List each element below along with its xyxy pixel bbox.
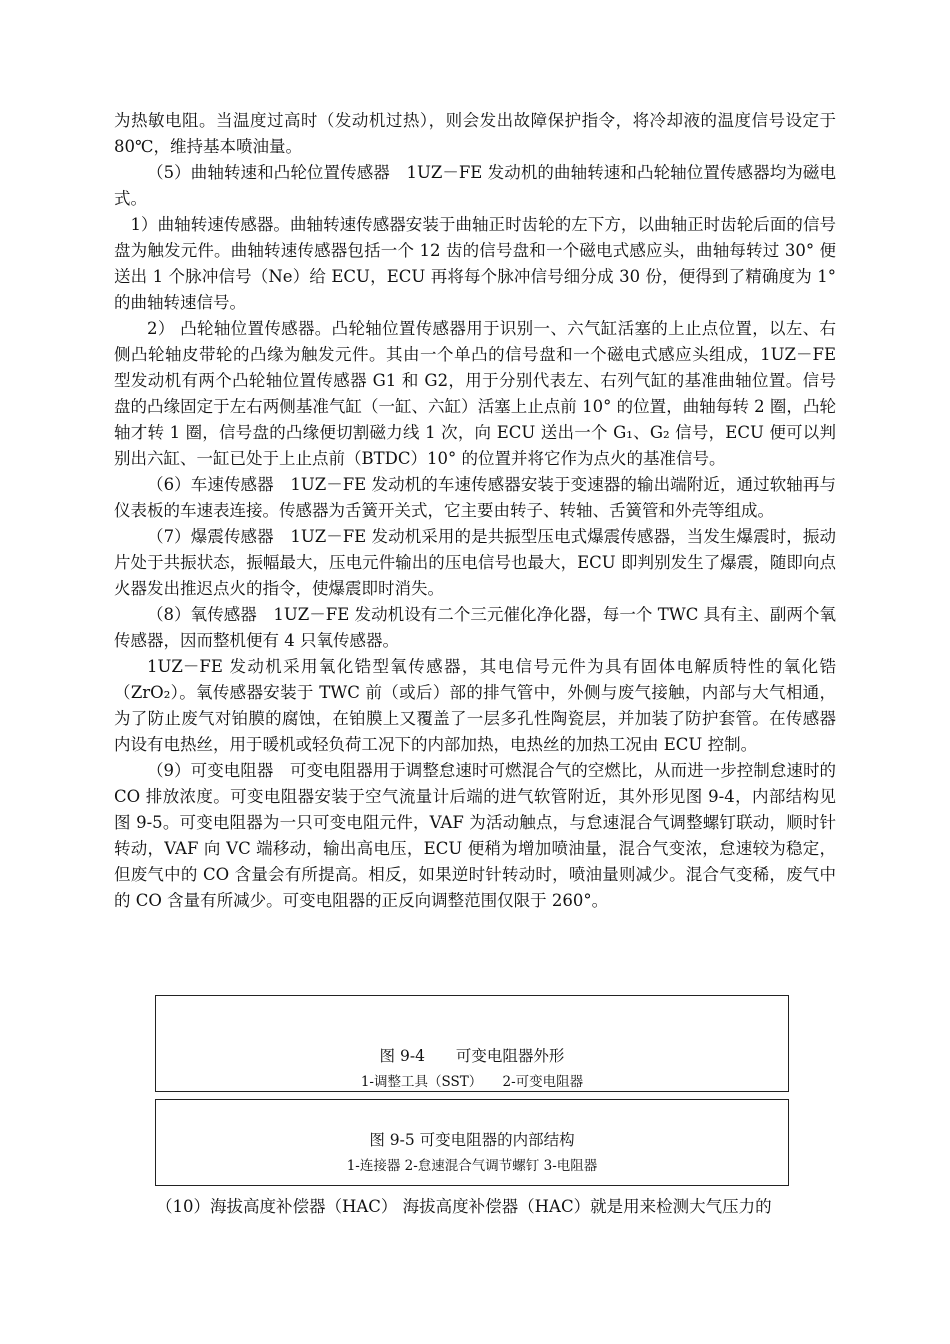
paragraph-7: （8）氧传感器 1UZ－FE 发动机设有二个三元催化净化器，每一个 TWC 具有主、副两个氧传感器，因而整机便有 4 只氧传感器。: [114, 605, 836, 650]
figure-legend: 1-连接器 2-怠速混合气调节螺钉 3-电阻器: [346, 1158, 598, 1174]
figure-caption: 图 9-4 可变电阻器外形: [379, 1047, 565, 1065]
paragraph-9: （9）可变电阻器 可变电阻器用于调整怠速时可燃混合气的空燃比，从而进一步控制怠速时的 CO 排放浓度。可变电阻器安装于空气流量计后端的进气软管附近，其外形见图 9-4，内部结构见图 9-5。可变电阻器为一只可变电阻元件，VAF 为活动触点，与怠速混合气调整螺钉联动，顺时针转动，VAF 向 VC 端移动，输出高电压，ECU 便稍为增加喷油量，混合气变浓，怠速较为稳定，但废气中的 CO 含量会有所提高。相反，如果逆时针转动时，喷油量则减少。混合气变稀，废气中的 CO 含量有所减少。可变电阻器的正反向调整范围仅限于 260°。: [114, 761, 836, 910]
figure-9-5-box: [155, 1099, 789, 1186]
paragraph-6: （7）爆震传感器 1UZ－FE 发动机采用的是共振型压电式爆震传感器，当发生爆震时，振动片处于共振状态，振幅最大，压电元件输出的压电信号也最大，ECU 即判别发生了爆震，随即向点火器发出推迟点火的指令，使爆震即时消失。: [114, 527, 836, 598]
body-text: [114, 108, 836, 914]
figure-legend: 1-调整工具（SST） 2-可变电阻器: [360, 1074, 584, 1090]
paragraph-1: 为热敏电阻。当温度过高时（发动机过热），则会发出故障保护指令，将冷却液的温度信号设定于 80℃，维持基本喷油量。: [114, 111, 836, 156]
paragraph-10: （10）海拔高度补偿器（HAC） 海拔高度补偿器（HAC）就是用来检测大气压力的: [156, 1197, 772, 1216]
paragraph-3: 1）曲轴转速传感器。曲轴转速传感器安装于曲轴正时齿轮的左下方，以曲轴正时齿轮后面的信号盘为触发元件。曲轴转速传感器包括一个 12 齿的信号盘和一个磁电式感应头，曲轴每转过 30° 便送出 1 个脉冲信号（Ne）给 ECU，ECU 再将每个脉冲信号细分成 30 份，便得到了精确度为 1° 的曲轴转速信号。: [114, 215, 836, 312]
paragraph-5: （6）车速传感器 1UZ－FE 发动机的车速传感器安装于变速器的输出端附近，通过软轴再与仪表板的车速表连接。传感器为舌簧开关式，它主要由转子、转轴、舌簧管和外壳等组成。: [114, 475, 836, 520]
figure-caption: 图 9-5 可变电阻器的内部结构: [369, 1131, 575, 1149]
paragraph-4: 2） 凸轮轴位置传感器。凸轮轴位置传感器用于识别一、六气缸活塞的上止点位置，以左、右侧凸轮轴皮带轮的凸缘为触发元件。其由一个单凸的信号盘和一个磁电式感应头组成，1UZ－FE 型发动机有两个凸轮轴位置传感器 G1 和 G2，用于分别代表左、右列气缸的基准曲轴位置。信号盘的凸缘固定于左右两侧基准气缸（一缸、六缸）活塞上止点前 10° 的位置，曲轴每转 2 圈，凸轮轴才转 1 圈，信号盘的凸缘便切割磁力线 1 次，向 ECU 送出一个 G₁、G₂ 信号，ECU 便可以判别出六缸、一缸已处于上止点前（BTDC）10° 的位置并将它作为点火的基准信号。: [114, 319, 836, 468]
figure-9-4-box: [155, 995, 789, 1092]
paragraph-8: 1UZ－FE 发动机采用氧化锆型氧传感器，其电信号元件为具有固体电解质特性的氧化锆（ZrO₂）。氧传感器安装于 TWC 前（或后）部的排气管中，外侧与废气接触，内部与大气相通，为了防止废气对铂膜的腐蚀，在铂膜上又覆盖了一层多孔性陶瓷层，并加装了防护套管。在传感器内设有电热丝，用于暖机或轻负荷工况下的内部加热，电热丝的加热工况由 ECU 控制。: [114, 657, 836, 754]
paragraph-2: （5）曲轴转速和凸轮位置传感器 1UZ－FE 发动机的曲轴转速和凸轮轴位置传感器均为磁电式。: [114, 163, 836, 208]
